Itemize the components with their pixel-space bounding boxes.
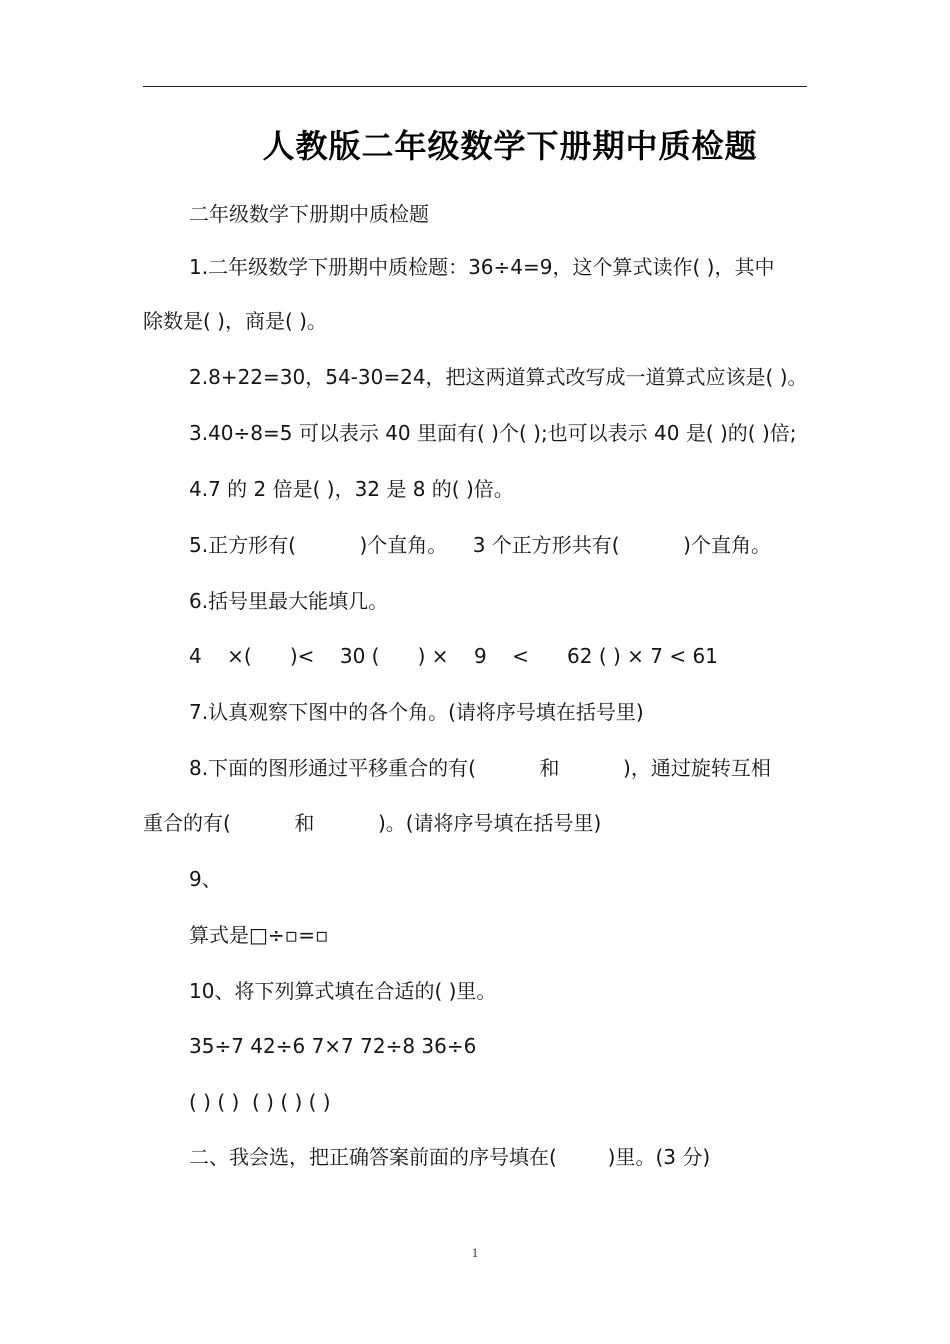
question-3: 3.40÷8=5 可以表示 40 里面有( )个( );也可以表示 40 是( )的( )倍; — [189, 421, 797, 445]
question-4: 4.7 的 2 倍是( )，32 是 8 的( )倍。 — [189, 477, 514, 501]
page-number: 1 — [471, 1245, 479, 1260]
question-10-blanks: ( ) ( ) ( ) ( ) ( ) — [189, 1090, 331, 1114]
question-9: 9、 — [189, 867, 222, 891]
question-9-formula: 算式是□÷▫=▫ — [189, 923, 329, 947]
section-2-heading: 二、我会选，把正确答案前面的序号填在( )里。(3 分) — [189, 1145, 711, 1169]
question-10-expressions: 35÷7 42÷6 7×7 72÷8 36÷6 — [189, 1034, 477, 1058]
document-subtitle: 二年级数学下册期中质检题 — [189, 202, 429, 226]
question-10: 10、将下列算式填在合适的( )里。 — [189, 979, 497, 1003]
question-8-line-1: 8.下面的图形通过平移重合的有( 和 )，通过旋转互相 — [189, 756, 771, 780]
question-8-line-2: 重合的有( 和 )。(请将序号填在括号里) — [143, 811, 602, 835]
header-rule — [143, 86, 807, 87]
document-title: 人教版二年级数学下册期中质检题 — [262, 127, 758, 165]
question-1-line-2: 除数是( )，商是( )。 — [143, 309, 327, 333]
question-2: 2.8+22=30，54-30=24，把这两道算式改写成一道算式应该是( )。 — [189, 365, 808, 389]
question-5: 5.正方形有( )个直角。 3 个正方形共有( )个直角。 — [189, 533, 771, 557]
question-6-items: 4 ×( )< 30 ( ) × 9 < 62 ( ) × 7 < 61 — [189, 644, 718, 668]
question-6: 6.括号里最大能填几。 — [189, 589, 389, 613]
question-1-line-1: 1.二年级数学下册期中质检题：36÷4=9，这个算式读作( )，其中 — [189, 255, 775, 279]
question-7: 7.认真观察下图中的各个角。(请将序号填在括号里) — [189, 700, 644, 724]
